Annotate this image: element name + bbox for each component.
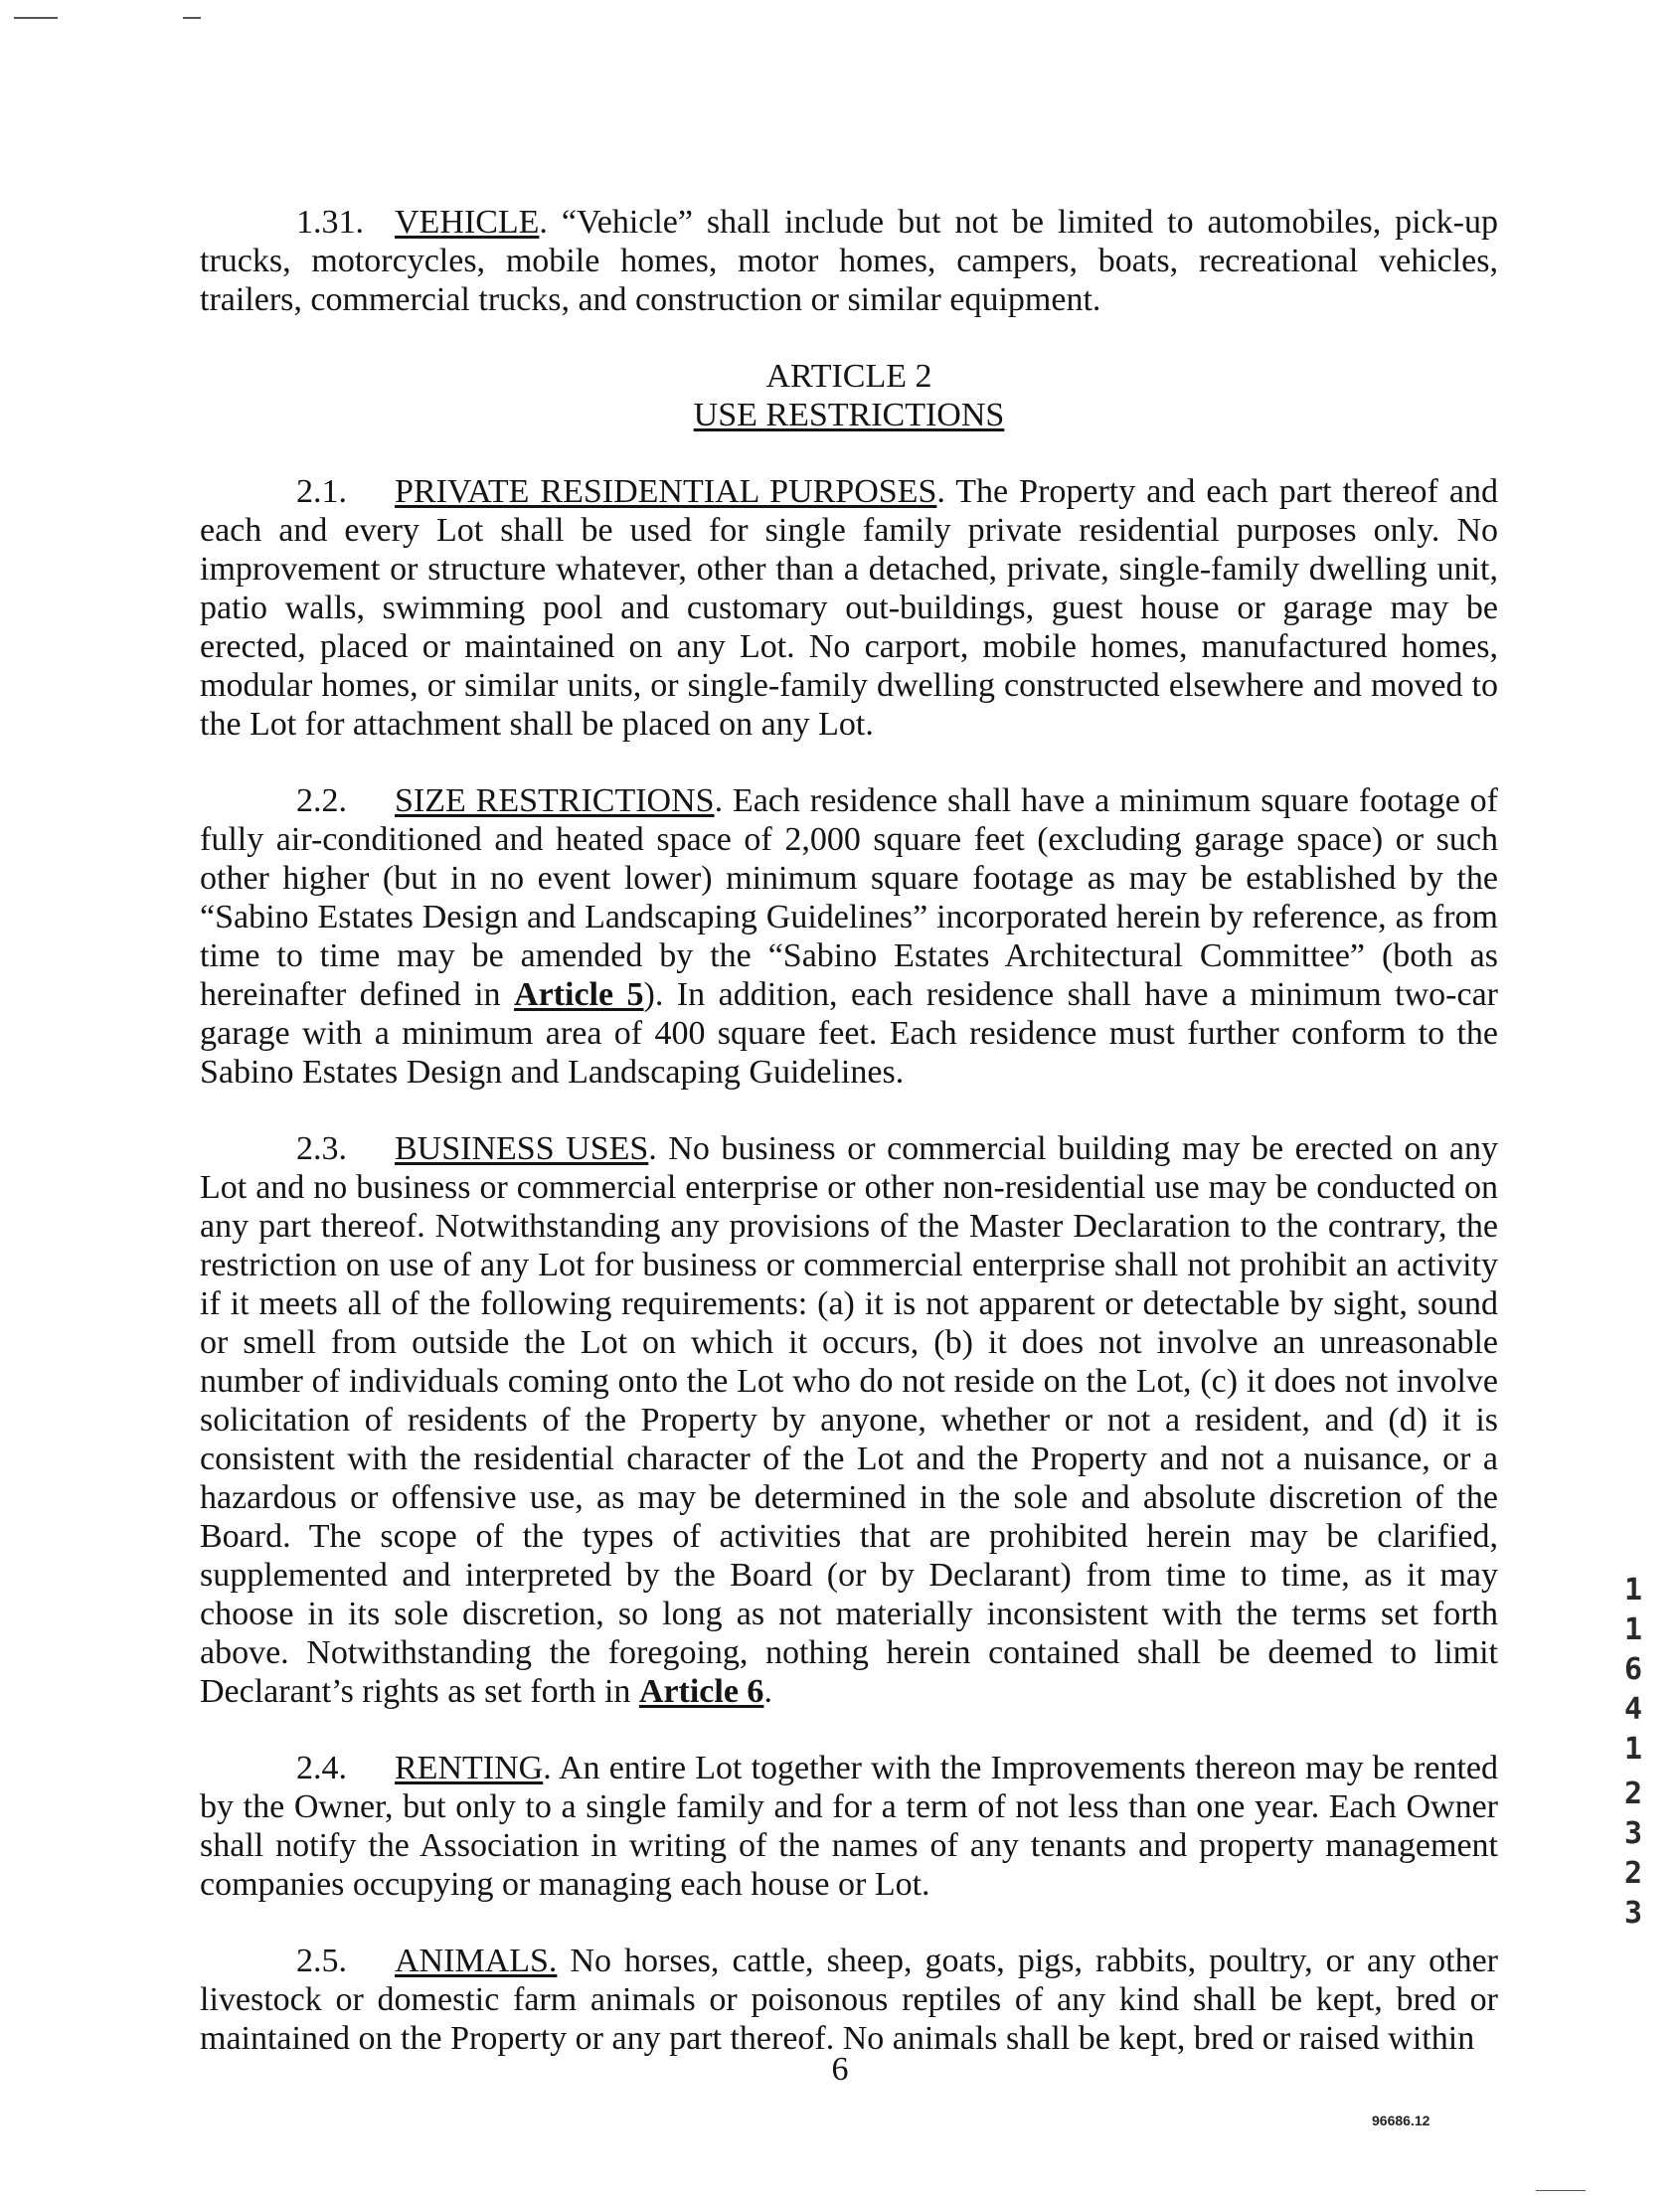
section-title: ANIMALS. (395, 1943, 558, 1979)
section-text: . No business or commercial building may be erected on any Lot and no business or commercial enterprise or other non-residential use may be conducted on any part thereof. Notwithstanding any provisions of the Master Declaration to the contrary, the restriction on use of any Lot for business or commercial enterprise shall not prohibit an activity if it meets all of the following requirements: (a) it is not apparent or detectable by sight, sound or smell from outside the Lot on which it occurs, (b) it does not involve an unreasonable number of individuals coming onto the Lot who do not reside on the Lot, (c) it does not involve solicitation of residents of the Property by anyone, whether or not a resident, and (d) it is consistent with the residential character of the Lot and the Property and not a nuisance, or a hazardous or offensive use, as may be determined in the sole and absolute discretion of the Board. The scope of the types of activities that are prohibited herein may be clarified, supplemented and interpreted by the Board (or by Declarant) from time to time, as it may choose in its sole discretion, so long as not materially inconsistent with the terms set forth above. Notwithstanding the foregoing, nothing herein contained shall be deemed to limit Declarant’s rights as set forth in (200, 1130, 1498, 1710)
section-title: SIZE RESTRICTIONS (395, 782, 715, 819)
scan-mark-left (14, 17, 58, 19)
stamp-digit: 1 (1623, 1732, 1643, 1767)
article-5-reference: Article 5 (514, 976, 644, 1013)
scan-mark-right (183, 17, 201, 19)
recording-stamp-top (1620, 1571, 1646, 1770)
stamp-digit: 2 (1623, 1777, 1643, 1811)
section-text: . The Property and each part thereof and each and every Lot shall be used for single family private residential purposes only. No improvement or structure whatever, other than a detached, private, single-family dwelling unit, patio walls, swimming pool and customary out-buildings, guest house or garage may be erected, placed or maintained on any Lot. No carport, mobile homes, manufactured homes, modular homes, or similar units, or single-family dwelling constructed elsewhere and moved to the Lot for attachment shall be placed on any Lot. (200, 473, 1498, 743)
stamp-digit: 4 (1623, 1692, 1643, 1727)
stamp-digit: 2 (1623, 1856, 1643, 1891)
stamp-digit: 6 (1623, 1652, 1643, 1687)
section-1-31 (200, 203, 1498, 319)
article-6-reference: Article 6 (638, 1673, 764, 1710)
section-2-3 (200, 1129, 1498, 1711)
section-number: 2.1. (296, 473, 347, 510)
document-body (200, 203, 1498, 2058)
stamp-digit: 3 (1623, 1816, 1643, 1851)
section-2-1 (200, 472, 1498, 744)
section-number: 2.3. (296, 1130, 347, 1167)
section-title: VEHICLE (395, 204, 540, 241)
section-text: . “Vehicle” shall include but not be limited to automobiles, pick-up trucks, motorcycles, mobile homes, motor homes, campers, boats, recreational vehicles, trailers, commercial trucks, and construction or similar equipment. (200, 204, 1498, 318)
scan-mark-bottom (1536, 2190, 1586, 2191)
stamp-digit: 1 (1623, 1612, 1643, 1647)
section-2-5 (200, 1942, 1498, 2058)
section-text: . An entire Lot together with the Improvements thereon may be rented by the Owner, but only to a single family and for a term of not less than one year. Each Owner shall notify the Association in writing of the names of any tenants and property management companies occupying or managing each house or Lot. (200, 1750, 1498, 1903)
section-text-cont: ). In addition, each residence shall have a minimum two-car garage with a minimum area of 400 square feet. Each residence must further conform to the Sabino Estates Design and Landscaping Guidelines. (200, 976, 1498, 1091)
article-label: ARTICLE 2 (765, 358, 932, 395)
article-title: USE RESTRICTIONS (693, 397, 1005, 433)
section-text: . Each residence shall have a minimum square footage of fully air-conditioned and heated space of 2,000 square feet (excluding garage space) or such other higher (but in no event lower) minimum square footage as may be established by the “Sabino Estates Design and Landscaping Guidelines” incorporated herein by reference, as from time to time may be amended by the “Sabino Estates Architectural Committee” (both as hereinafter defined in (200, 782, 1498, 1013)
section-text-cont: . (763, 1673, 772, 1710)
section-number: 2.2. (296, 782, 347, 819)
stamp-digit: 3 (1623, 1896, 1643, 1931)
section-title: BUSINESS USES (395, 1130, 649, 1167)
section-number: 1.31. (296, 204, 364, 241)
stamp-digit: 1 (1623, 1573, 1643, 1608)
section-text: No horses, cattle, sheep, goats, pigs, rabbits, poultry, or any other livestock or domestic farm animals or poisonous reptiles of any kind shall be kept, bred or maintained on the Property or any part thereof. No animals shall be kept, bred or raised within (200, 1943, 1498, 2057)
section-title: RENTING (395, 1750, 544, 1786)
section-2-4 (200, 1749, 1498, 1904)
section-2-2 (200, 781, 1498, 1092)
document-code: 96686.12 (1372, 2113, 1430, 2128)
article-heading (200, 357, 1498, 434)
recording-stamp-bottom (1620, 1775, 1646, 1934)
section-number: 2.5. (296, 1943, 347, 1979)
section-title: PRIVATE RESIDENTIAL PURPOSES (395, 473, 937, 510)
section-number: 2.4. (296, 1750, 347, 1786)
page-number: 6 (831, 2051, 849, 2088)
